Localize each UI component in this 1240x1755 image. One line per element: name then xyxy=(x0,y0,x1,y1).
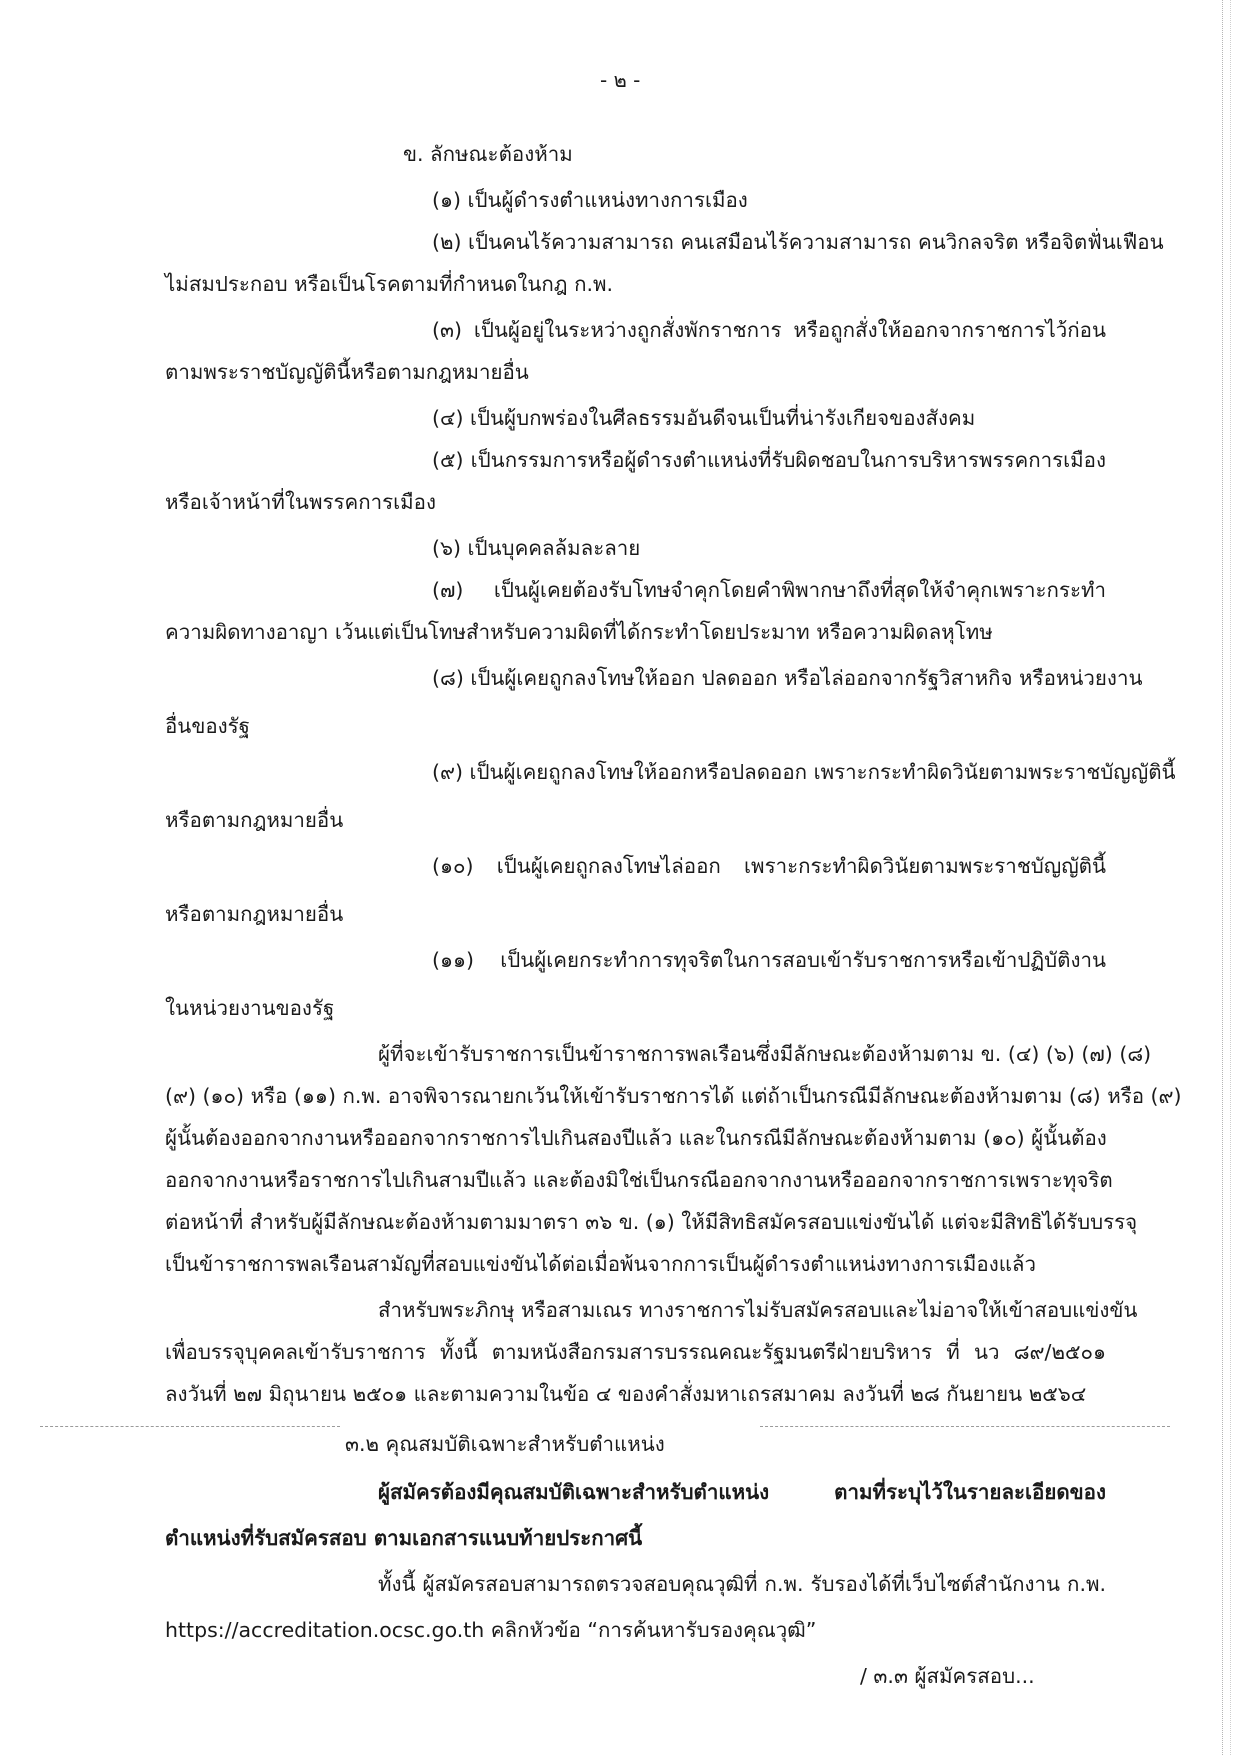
prohibition-item-8-cont: อื่นของรัฐ xyxy=(165,714,250,738)
prohibition-item-1: (๑) เป็นผู้ดำรงตำแหน่งทางการเมือง xyxy=(432,188,748,212)
prohibition-item-11-cont: ในหน่วยงานของรัฐ xyxy=(165,996,335,1020)
prohibition-item-7-cont: ความผิดทางอาญา เว้นแต่เป็นโทษสำหรับความผิดที่ได้กระทำโดยประมาท หรือความผิดลหุโทษ xyxy=(165,620,993,644)
exemption-paragraph-line: ผู้ที่จะเข้ารับราชการเป็นข้าราชการพลเรือนซึ่งมีลักษณะต้องห้ามตาม ข. (๔) (๖) (๗) (๘) xyxy=(378,1042,1152,1066)
exemption-paragraph-line: (๙) (๑๐) หรือ (๑๑) ก.พ. อาจพิจารณายกเว้นให้เข้ารับราชการได้ แต่ถ้าเป็นกรณีมีลักษณะต้องห้ามตาม (๘) หรือ (๙) xyxy=(165,1084,1182,1108)
scan-artifact-line xyxy=(40,1426,340,1427)
section-3-2-title: ๓.๒ คุณสมบัติเฉพาะสำหรับตำแหน่ง xyxy=(345,1432,665,1456)
prohibition-item-2: (๒) เป็นคนไร้ความสามารถ คนเสมือนไร้ความสามารถ คนวิกลจริต หรือจิตฟั่นเฟือน xyxy=(432,230,1164,254)
monk-paragraph-line: สำหรับพระภิกษุ หรือสามเณร ทางราชการไม่รับสมัครสอบและไม่อาจให้เข้าสอบแข่งขัน xyxy=(378,1298,1138,1322)
accreditation-paragraph-line: https://accreditation.ocsc.go.th คลิกหัวข้อ “การค้นหารับรองคุณวุฒิ” xyxy=(165,1618,817,1642)
monk-paragraph-line: ลงวันที่ ๒๗ มิถุนายน ๒๕๐๑ และตามความในข้อ ๔ ของคำสั่งมหาเถรสมาคม ลงวันที่ ๒๘ กันยายน ๒๕๖๔ xyxy=(165,1382,1087,1406)
scan-edge-line xyxy=(1230,0,1231,1755)
prohibition-item-5: (๕) เป็นกรรมการหรือผู้ดำรงตำแหน่งที่รับผิดชอบในการบริหารพรรคการเมือง xyxy=(432,448,1106,472)
monk-paragraph-line: เพื่อบรรจุบุคคลเข้ารับราชการ ทั้งนี้ ตามหนังสือกรมสารบรรณคณะรัฐมนตรีฝ่ายบริหาร ที่ นว ๘๙/๒๕๐๑ xyxy=(165,1340,1106,1364)
prohibition-item-8: (๘) เป็นผู้เคยถูกลงโทษให้ออก ปลดออก หรือไล่ออกจากรัฐวิสาหกิจ หรือหน่วยงาน xyxy=(432,666,1143,690)
section-3-2-bold-line: ผู้สมัครต้องมีคุณสมบัติเฉพาะสำหรับตำแหน่ง ตามที่ระบุไว้ในรายละเอียดของ xyxy=(378,1480,1106,1504)
prohibition-item-3: (๓) เป็นผู้อยู่ในระหว่างถูกสั่งพักราชการ หรือถูกสั่งให้ออกจากราชการไว้ก่อน xyxy=(432,318,1106,342)
prohibition-item-6: (๖) เป็นบุคคลล้มละลาย xyxy=(432,536,641,560)
exemption-paragraph-line: ต่อหน้าที่ สำหรับผู้มีลักษณะต้องห้ามตามมาตรา ๓๖ ข. (๑) ให้มีสิทธิสมัครสอบแข่งขันได้ แต่จะมีสิทธิได้รับบรรจุ xyxy=(165,1210,1138,1234)
exemption-paragraph-line: เป็นข้าราชการพลเรือนสามัญที่สอบแข่งขันได้ต่อเมื่อพ้นจากการเป็นผู้ดำรงตำแหน่งทางการเมืองแล้ว xyxy=(165,1252,1036,1276)
prohibition-item-10: (๑๐) เป็นผู้เคยถูกลงโทษไล่ออก เพราะกระทำผิดวินัยตามพระราชบัญญัตินี้ xyxy=(432,854,1106,878)
scan-edge-line xyxy=(1222,0,1223,1755)
prohibition-item-11: (๑๑) เป็นผู้เคยกระทำการทุจริตในการสอบเข้ารับราชการหรือเข้าปฏิบัติงาน xyxy=(432,948,1106,972)
exemption-paragraph-line: ออกจากงานหรือราชการไปเกินสามปีแล้ว และต้องมิใช่เป็นกรณีออกจากงานหรือออกจากราชการเพราะทุจริต xyxy=(165,1168,1113,1192)
prohibition-item-9: (๙) เป็นผู้เคยถูกลงโทษให้ออกหรือปลดออก เพราะกระทำผิดวินัยตามพระราชบัญญัตินี้ xyxy=(432,760,1176,784)
continuation-note: / ๓.๓ ผู้สมัครสอบ... xyxy=(860,1664,1035,1688)
prohibition-item-9-cont: หรือตามกฎหมายอื่น xyxy=(165,808,344,832)
scan-artifact-line xyxy=(760,1426,1170,1427)
section-b-title: ข. ลักษณะต้องห้าม xyxy=(403,142,573,166)
prohibition-item-10-cont: หรือตามกฎหมายอื่น xyxy=(165,902,344,926)
prohibition-item-7: (๗) เป็นผู้เคยต้องรับโทษจำคุกโดยคำพิพากษาถึงที่สุดให้จำคุกเพราะกระทำ xyxy=(432,578,1106,602)
section-3-2-bold-line: ตำแหน่งที่รับสมัครสอบ ตามเอกสารแนบท้ายประกาศนี้ xyxy=(165,1526,643,1550)
accreditation-paragraph-line: ทั้งนี้ ผู้สมัครสอบสามารถตรวจสอบคุณวุฒิที่ ก.พ. รับรองได้ที่เว็บไซต์สำนักงาน ก.พ. xyxy=(378,1572,1106,1596)
page-number: - ๒ - xyxy=(600,68,641,92)
prohibition-item-5-cont: หรือเจ้าหน้าที่ในพรรคการเมือง xyxy=(165,490,436,514)
exemption-paragraph-line: ผู้นั้นต้องออกจากงานหรือออกจากราชการไปเกินสองปีแล้ว และในกรณีมีลักษณะต้องห้ามตาม (๑๐) ผู้นั้นต้อง xyxy=(165,1126,1107,1150)
prohibition-item-2-cont: ไม่สมประกอบ หรือเป็นโรคตามที่กำหนดในกฎ ก.พ. xyxy=(165,272,614,296)
prohibition-item-4: (๔) เป็นผู้บกพร่องในศีลธรรมอันดีจนเป็นที่น่ารังเกียจของสังคม xyxy=(432,406,976,430)
prohibition-item-3-cont: ตามพระราชบัญญัตินี้หรือตามกฎหมายอื่น xyxy=(165,360,529,384)
